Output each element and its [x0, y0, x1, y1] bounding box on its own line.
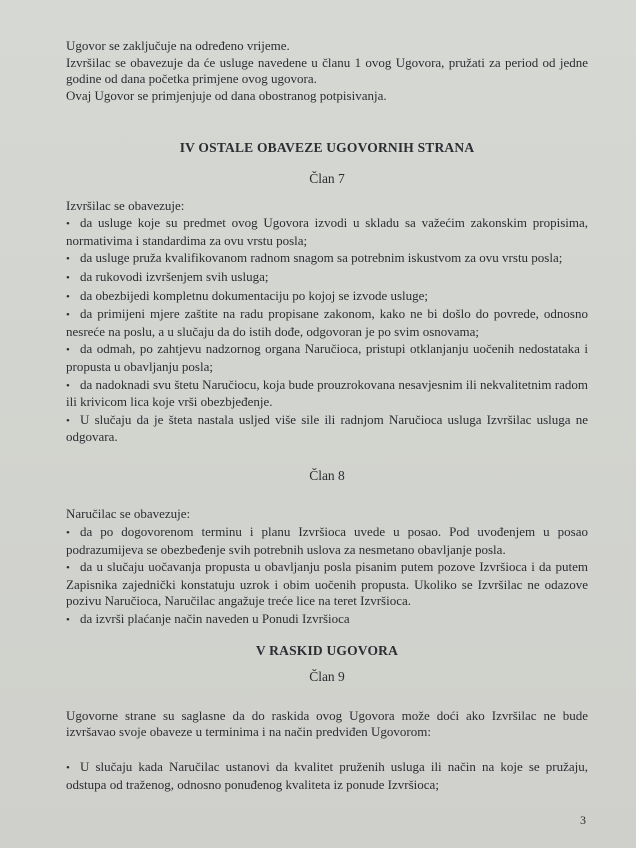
list-item: [66, 269, 588, 287]
list-item-text: da usluge pruža kvalifikovanom radnom snagom sa potrebnim iskustvom za ovu vrstu posla;: [80, 250, 563, 266]
article-9-title: Član 9: [309, 669, 345, 685]
bullet-icon: •: [66, 379, 70, 392]
list-item: [66, 377, 588, 411]
article-8-title: Član 8: [309, 467, 345, 483]
list-item-text: U slučaju da je šteta nastala usljed više sile ili radnjom Naručioca usluga Izvršilac usluga ne odgovara.: [66, 411, 588, 445]
list-item-text: da nadoknadi svu štetu Naručiocu, koja bude prouzrokovana nesavjesnim ili nekvalitetnim radom ili krivicom lica koje vrši obezbjeđenje.: [66, 376, 588, 410]
bullet-icon: •: [66, 527, 70, 540]
article-8-lead: Naručilac se obavezuje:: [66, 506, 191, 522]
section-iv-title: IV OSTALE OBAVEZE UGOVORNIH STRANA: [179, 140, 475, 156]
article-9-paragraph: Ugovorne strane su saglasne da do raskida ovog Ugovora može doći ako Izvršilac ne bude izvršavao svoje obaveze u terminima i na način predviđen Ugovorom:: [66, 707, 588, 740]
bullet-icon: •: [66, 218, 70, 231]
intro-line-2: Izvršilac se obavezuje da će usluge navedene u članu 1 ovog Ugovora, pružati za period od jedne godine od dana početka primjene ovog ugovora.: [66, 54, 588, 87]
list-item-text: da obezbijedi kompletnu dokumentaciju po kojoj se izvode usluge;: [80, 287, 429, 303]
list-item-text: da izvrši plaćanje način naveden u Ponudi Izvršioca: [80, 611, 350, 627]
article-7-lead: Izvršilac se obavezuje:: [66, 197, 185, 213]
list-item: [66, 288, 588, 306]
section-v-title: V RASKID UGOVORA: [255, 642, 399, 658]
list-item-text: da u slučaju uočavanja propusta u obavljanju posla pisanim putem pozove Izvršioca i da putem Zapisnika zajednički konstatuju uzrok i obim uočenih propusta. Ukoliko se Izvršilac ne odazove pozivu Naručioca, Naručilac angažuje treće lice na teret Izvršioca.: [66, 559, 588, 609]
bullet-icon: •: [66, 290, 70, 303]
bullet-icon: •: [66, 414, 70, 427]
list-item-text: da primijeni mjere zaštite na radu propisane zakonom, kako ne bi došlo do povrede, odnosno nesreće na poslu, a u slučaju da do istih dođe, odgovoran je po svim osnovama;: [66, 306, 588, 339]
page-number: 3: [580, 813, 586, 827]
list-item-text: da rukovodi izvršenjem svih usluga;: [80, 268, 269, 284]
bullet-icon: •: [66, 271, 70, 284]
article-7-list: [66, 215, 588, 446]
list-item: [66, 341, 588, 375]
list-item-text: da po dogovorenom terminu i planu Izvršioca uvede u posao. Pod uvođenjem u posao podrazumijeva se obezbeđenje svih potrebnih uslova za nesmetano obavljanje posla.: [66, 524, 588, 557]
bullet-icon: •: [66, 562, 70, 575]
article-9-list: [66, 759, 588, 793]
article-7-title: Član 7: [309, 170, 345, 186]
intro-line-1: Ugovor se zaključuje na određeno vrijeme.: [66, 38, 290, 53]
bullet-icon: •: [66, 762, 70, 774]
list-item: [66, 524, 588, 558]
bullet-icon: •: [66, 344, 70, 357]
bullet-icon: •: [66, 309, 70, 322]
list-item: [66, 250, 588, 268]
intro-line-3: Ovaj Ugovor se primjenjuje od dana obostranog potpisivanja.: [66, 87, 387, 103]
article-8-list: [66, 524, 588, 629]
list-item-text: da usluge koje su predmet ovog Ugovora izvodi u skladu sa važećim zakonskim propisima, normativima i standardima za ovu vrstu posla;: [66, 215, 588, 248]
bullet-icon: •: [66, 253, 70, 266]
list-item: [66, 611, 588, 629]
list-item-text: da odmah, po zahtjevu nadzornog organa Naručioca, pristupi otklanjanju uočenih nedostataka i propusta u obavljanju posla;: [66, 341, 588, 374]
bullet-icon: •: [66, 614, 70, 627]
list-item: [66, 306, 588, 340]
list-item: [66, 215, 588, 249]
list-item: [66, 412, 588, 446]
list-item: [66, 759, 588, 793]
list-item-text: U slučaju kada Naručilac ustanovi da kvalitet pruženih usluga ili način na koje se pružaju, odstupa od traženog, odnosno ponuđenog kvaliteta iz ponude Izvršioca;: [66, 759, 588, 792]
page-text: [66, 38, 588, 794]
list-item: [66, 559, 588, 610]
